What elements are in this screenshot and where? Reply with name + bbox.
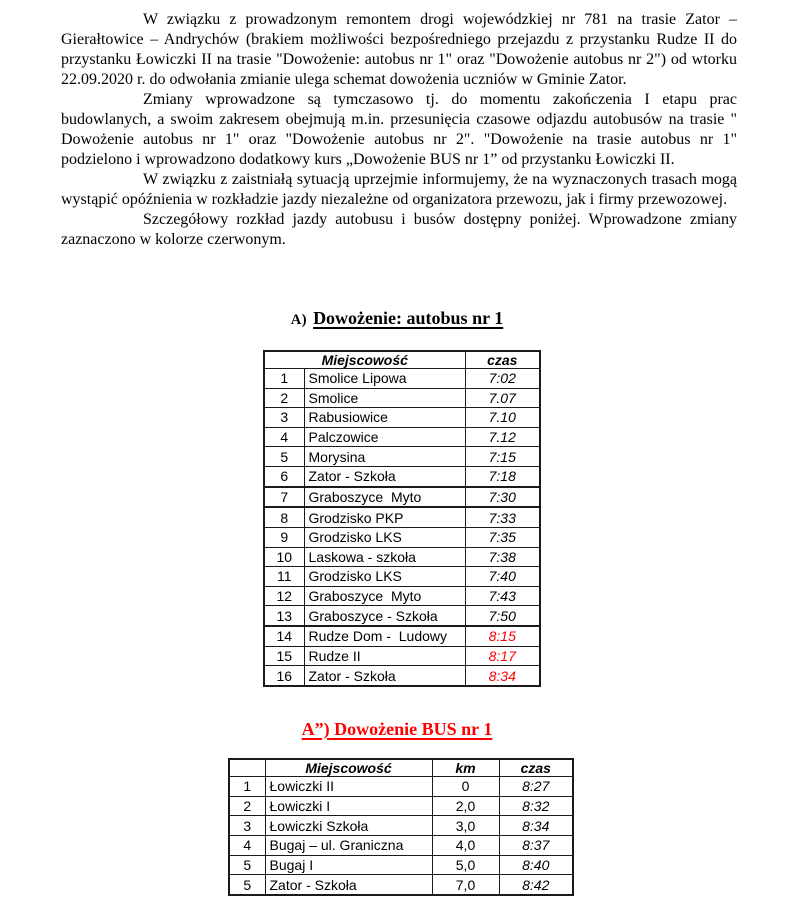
table-row [229, 816, 573, 836]
stop-time-changed: 8:17 [465, 646, 540, 666]
stop-number: 12 [264, 586, 304, 606]
stop-number: 13 [264, 606, 304, 626]
stop-name: Zator - Szkoła [265, 875, 432, 895]
stop-time: 8:27 [499, 777, 573, 797]
stop-name: Palczowice [304, 427, 465, 447]
column-header-czas: czas [499, 759, 573, 777]
stop-name: Zator - Szkoła [304, 466, 465, 486]
stop-number: 2 [229, 796, 265, 816]
stop-number: 5 [229, 855, 265, 875]
stop-name: Łowiczki I [265, 796, 432, 816]
stop-km: 2,0 [432, 796, 499, 816]
stop-time: 7:15 [465, 447, 540, 467]
stop-time: 8:34 [499, 816, 573, 836]
stop-time: 7.10 [465, 408, 540, 428]
stop-name: Rudze Dom - Ludowy [304, 626, 465, 646]
stop-time: 7.07 [465, 388, 540, 408]
stop-number: 15 [264, 646, 304, 666]
table-row [264, 388, 540, 408]
stop-number: 5 [264, 447, 304, 467]
stop-name: Graboszyce Myto [304, 487, 465, 508]
paragraph-red-note: Szczegółowy rozkład jazdy autobusu i busów dostępny poniżej. Wprowadzone zmiany zaznaczono w kolorze czerwonym. [61, 211, 737, 248]
stop-number: 4 [264, 427, 304, 447]
stop-number: 11 [264, 567, 304, 587]
paragraph-delays: W związku z zaistniałą sytuacją uprzejmie informujemy, że na wyznaczonych trasach mogą wystąpić opóźnienia w rozkładzie jazdy niezależne od organizatora przewozu, jak i firmy przewozowej. [61, 171, 737, 208]
table-row [229, 777, 573, 797]
table-row [264, 646, 540, 666]
bus1-schedule-table [263, 350, 541, 687]
table-row [264, 507, 540, 527]
table-row [264, 369, 540, 389]
stop-number: 16 [264, 666, 304, 686]
stop-name: Rabusiowice [304, 408, 465, 428]
stop-number: 10 [264, 547, 304, 567]
stop-number: 8 [264, 507, 304, 527]
table-row [264, 586, 540, 606]
stop-time: 7.12 [465, 427, 540, 447]
stop-name: Grodzisko LKS [304, 527, 465, 547]
column-header-czas: czas [465, 351, 540, 369]
column-header-km: km [432, 759, 499, 777]
stop-name: Bugaj I [265, 855, 432, 875]
stop-number: 6 [264, 466, 304, 486]
table-row [229, 796, 573, 816]
table-row [264, 487, 540, 508]
section-title: Dowożenie: autobus nr 1 [313, 308, 504, 328]
stop-time: 7:33 [465, 507, 540, 527]
stop-number: 5 [229, 875, 265, 895]
stop-name: Laskowa - szkoła [304, 547, 465, 567]
stop-number: 1 [264, 369, 304, 389]
bus-nr1-schedule-table [228, 758, 574, 896]
table-row [264, 606, 540, 626]
table-row [264, 547, 540, 567]
stop-name: Rudze II [304, 646, 465, 666]
stop-km: 7,0 [432, 875, 499, 895]
stop-name: Graboszyce Myto [304, 586, 465, 606]
stop-time: 7:50 [465, 606, 540, 626]
stop-number: 4 [229, 835, 265, 855]
section-heading-autobus1 [0, 306, 794, 332]
stop-time: 8:42 [499, 875, 573, 895]
table-row [264, 447, 540, 467]
stop-time: 7:43 [465, 586, 540, 606]
stop-time: 7:02 [465, 369, 540, 389]
column-header-empty [229, 759, 265, 777]
stop-name: Zator - Szkoła [304, 666, 465, 686]
table-row [264, 408, 540, 428]
stop-km: 4,0 [432, 835, 499, 855]
stop-name: Łowiczki Szkoła [265, 816, 432, 836]
stop-number: 3 [229, 816, 265, 836]
section-heading-bus1: A”) Dowożenie BUS nr 1 [301, 719, 493, 739]
stop-number: 2 [264, 388, 304, 408]
stop-time: 7:35 [465, 527, 540, 547]
paragraph-temp-changes: Zmiany wprowadzone są tymczasowo tj. do momentu zakończenia I etapu prac budowlanych, a swoim zakresem obejmują m.in. przesunięcia czasowe odjazdu autobusów na trasie " Dowożenie autobus nr 1" oraz "Dowożenie autobus nr 2". "Dowożenie na trasie autobus nr 1" podzielono i wprowadzono dodatkowy kurs „Dowożenie BUS nr 1” od przystanku Łowiczki II. [61, 91, 737, 168]
table-row [264, 626, 540, 646]
stop-time: 8:40 [499, 855, 573, 875]
stop-name: Graboszyce - Szkoła [304, 606, 465, 626]
stop-time: 8:37 [499, 835, 573, 855]
stop-name: Morysina [304, 447, 465, 467]
stop-name: Łowiczki II [265, 777, 432, 797]
stop-name: Smolice [304, 388, 465, 408]
table-row [264, 427, 540, 447]
stop-name: Bugaj – ul. Graniczna [265, 835, 432, 855]
section-label: A) [290, 312, 308, 328]
stop-time: 7:38 [465, 547, 540, 567]
table-header-row [229, 759, 573, 777]
table-row [229, 835, 573, 855]
table-row [264, 466, 540, 486]
stop-time: 7:40 [465, 567, 540, 587]
table-header-row [264, 351, 540, 369]
table-row [264, 666, 540, 686]
column-header-miejscowosc: Miejscowość [265, 759, 432, 777]
table-row [264, 527, 540, 547]
table-row [229, 855, 573, 875]
column-header-miejscowosc: Miejscowość [264, 351, 465, 369]
intro-text-block [61, 10, 737, 250]
stop-time: 7:18 [465, 466, 540, 486]
stop-name: Grodzisko PKP [304, 507, 465, 527]
stop-number: 1 [229, 777, 265, 797]
stop-name: Grodzisko LKS [304, 567, 465, 587]
stop-time: 7:30 [465, 487, 540, 508]
stop-km: 5,0 [432, 855, 499, 875]
stop-km: 3,0 [432, 816, 499, 836]
paragraph-road-works: W związku z prowadzonym remontem drogi wojewódzkiej nr 781 na trasie Zator – Gierałtowice – Andrychów (brakiem możliwości bezpośredniego przejazdu z przystanku Rudze II do przystanku Łowiczki II na trasie "Dowożenie: autobus nr 1" oraz "Dowożenie autobus nr 2") od wtorku 22.09.2020 r. do odwołania zmianie ulega schemat dowożenia uczniów w Gminie Zator. [61, 11, 737, 88]
table-row [229, 875, 573, 895]
stop-number: 9 [264, 527, 304, 547]
stop-time-changed: 8:15 [465, 626, 540, 646]
stop-time: 8:32 [499, 796, 573, 816]
stop-time-changed: 8:34 [465, 666, 540, 686]
stop-number: 14 [264, 626, 304, 646]
stop-number: 3 [264, 408, 304, 428]
stop-km: 0 [432, 777, 499, 797]
stop-name: Smolice Lipowa [304, 369, 465, 389]
table-row [264, 567, 540, 587]
stop-number: 7 [264, 487, 304, 508]
